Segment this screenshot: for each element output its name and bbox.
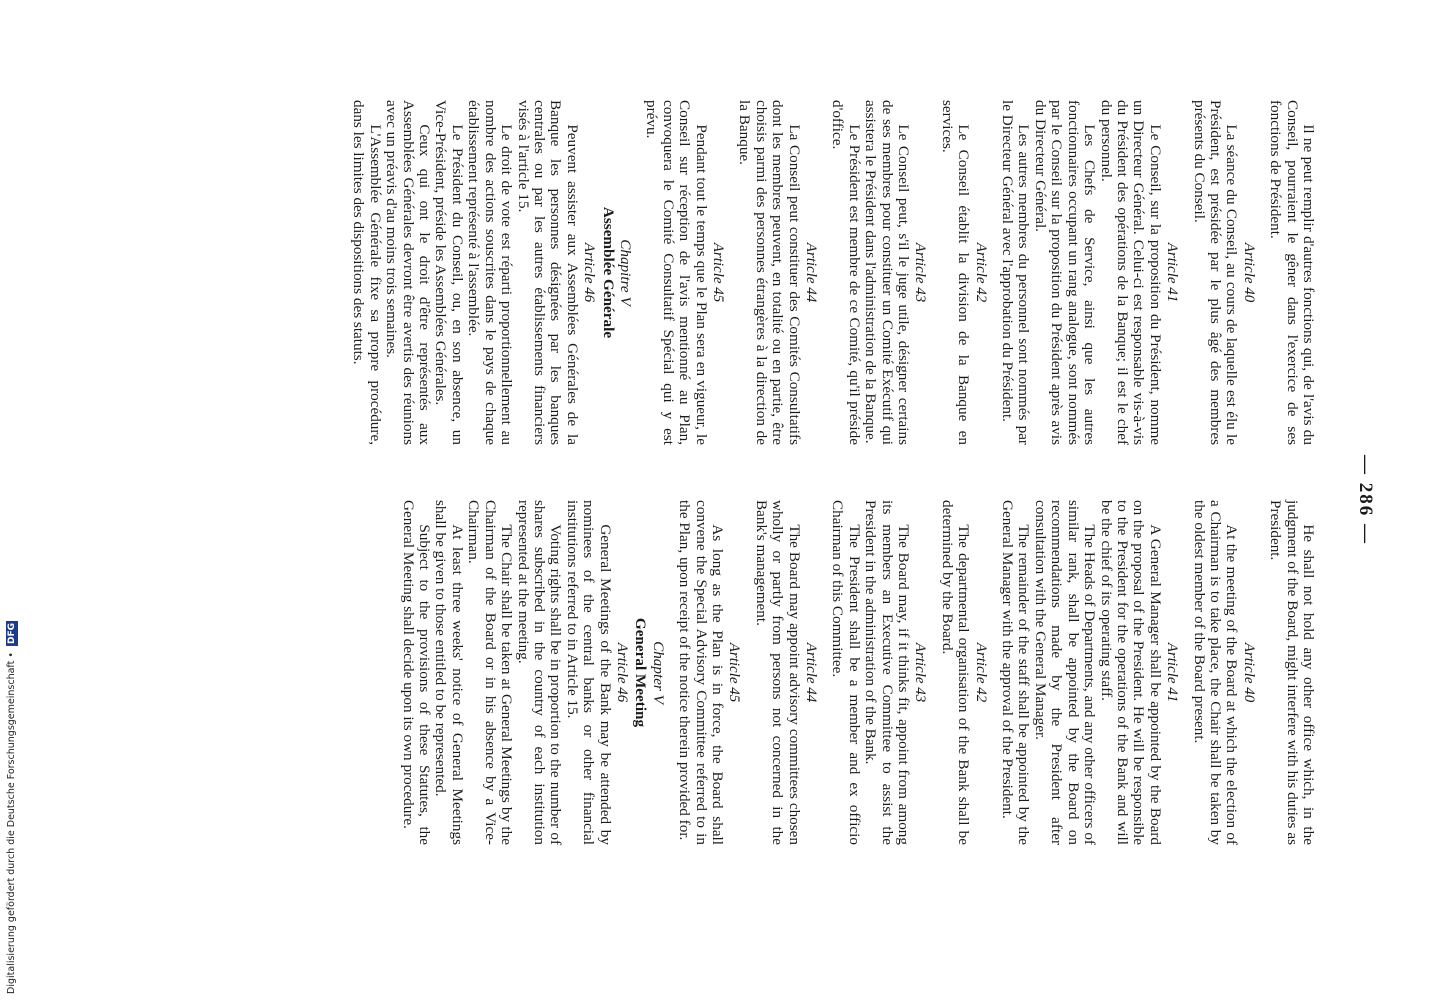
paragraph: At least three weeks' notice of General Meetings shall be given to those entitled to be represented. bbox=[432, 500, 466, 845]
paragraph: The departmental organisation of the Bank shall be determined by the Board. bbox=[938, 500, 973, 845]
article-block bbox=[350, 100, 633, 445]
paragraph: Pendant tout le temps que le Plan sera en vigueur, le Conseil sur réception de l'avis mentionné au Plan, convoquera le Comité Consultatif Spécial qui y est prévu. bbox=[643, 100, 710, 445]
article-heading: Article 45 bbox=[710, 242, 726, 303]
section-heading: General Meeting bbox=[632, 617, 650, 728]
article-block bbox=[999, 500, 1180, 845]
section-heading: Assemblée Générale bbox=[599, 206, 617, 339]
paragraph: A General Manager shall be appointed by the Board on the proposal of the President. He will be responsible to the President for the operations of the Bank and will be the chief of its operating staff. bbox=[1097, 500, 1164, 845]
article-heading: Article 46 bbox=[613, 642, 630, 703]
article-heading: Article 43 bbox=[912, 242, 929, 303]
paragraph: Le droit de vote est réparti proportionnellement au nombre des actions souscrites dans le pays de chaque établissement représenté à l'assemblée. bbox=[465, 100, 516, 445]
paragraph: He shall not hold any other office which, in the judgment of the Board, might interfere with his duties as President. bbox=[1267, 500, 1317, 845]
article-heading: Article 44 bbox=[803, 642, 820, 703]
article-block bbox=[999, 100, 1180, 445]
chapter-heading: Chapitre V bbox=[616, 239, 634, 306]
paragraph: The remainder of the staff shall be appointed by the General Manager with the approval of the President. bbox=[999, 500, 1033, 845]
article-block bbox=[1190, 500, 1257, 845]
paragraph: Subject to the provisions of these Statutes, the General Meeting shall decide upon its own procedure. bbox=[399, 500, 434, 845]
article-heading: Article 40 bbox=[1240, 642, 1257, 703]
article-block bbox=[938, 500, 988, 845]
article-heading: Article 41 bbox=[1164, 242, 1181, 303]
article-heading: Article 41 bbox=[1164, 642, 1181, 703]
paragraph: The President shall be a member and ex officio Chairman of this Committee. bbox=[829, 500, 863, 845]
french-column bbox=[340, 100, 1316, 445]
article-heading: Article 44 bbox=[803, 242, 820, 303]
paragraph: At the meeting of the Board at which the election of a Chairman is to take place, the Chair shall be taken by the oldest member of the Board present. bbox=[1190, 500, 1241, 845]
page-number: — 286 — bbox=[1355, 455, 1376, 545]
article-block bbox=[736, 100, 819, 445]
paragraph: Le Conseil peut, s'il le juge utile, désigner certains de ses membres pour constituer un Comité Exécutif qui assistera le Président dans l'administration de la Banque. bbox=[862, 100, 913, 445]
article-heading: Article 42 bbox=[972, 242, 989, 303]
paragraph: As long as the Plan is in force, the Board shall convene the Special Advisory Committee referred to in the Plan, upon receipt of the notice therein provided for. bbox=[676, 500, 726, 845]
english-column bbox=[389, 500, 1316, 845]
article-heading: Article 45 bbox=[726, 642, 743, 703]
paragraph: L'Assemblée Générale fixe sa propre procédure, dans les limites des dispositions des statuts. bbox=[350, 100, 384, 445]
paragraph: The Heads of Departments, and any other officers of similar rank, shall be appointed by the Board on recommendations made by the President after consultation with the General Manager. bbox=[1031, 500, 1099, 845]
paragraph: Il ne peut remplir d'autres fonctions qui, de l'avis du Conseil, pourraient le gêner dans l'exercice de ses fonctions de Président. bbox=[1267, 100, 1317, 445]
article-block bbox=[829, 500, 928, 845]
article-block bbox=[676, 500, 743, 845]
article-heading: Article 42 bbox=[972, 642, 989, 703]
article-block bbox=[752, 500, 819, 845]
paragraph: Le Président est membre de ce Comité, qu'il préside d'office. bbox=[829, 100, 863, 445]
paragraph: Les Chefs de Service, ainsi que les autres fonctionnaires occupant un rang analogue, sont nommés par le Conseil sur la proposition du Président après avis du Directeur Général. bbox=[1031, 100, 1099, 445]
paragraph: General Meetings of the Bank may be attended by nominees of the central banks or other financial institutions referred to in Article 15. bbox=[563, 500, 614, 845]
article-block bbox=[1267, 100, 1316, 445]
paragraph: Les autres membres du personnel sont nommés par le Directeur Général avec l'approbation du Président. bbox=[999, 100, 1033, 445]
article-heading: Article 43 bbox=[912, 642, 929, 703]
article-block bbox=[399, 500, 666, 845]
dfg-logo: DFG bbox=[7, 623, 17, 645]
article-block bbox=[938, 100, 988, 445]
paragraph: Peuvent assister aux Assemblées Générales de la Banque les personnes désignées par les banques centrales ou par les autres établissements financiers visés à l'article 15. bbox=[514, 100, 581, 445]
chapter-heading: Chapter V bbox=[649, 641, 667, 704]
footer-text: Digitalisierung gefördert durch die Deutsche Forschungsgemeinschaft • bbox=[6, 652, 17, 994]
paragraph: Voting rights shall be in proportion to the number of shares subscribed in the country of each institution represented at the meeting. bbox=[514, 500, 565, 845]
paragraph: The Board may, if it thinks fit, appoint from among its members an Executive Committee to assist the President in the administration of the Bank. bbox=[862, 500, 913, 845]
digitization-footer bbox=[6, 621, 18, 994]
paragraph: La séance du Conseil, au cours de laquelle est élu le Président, est présidée par le plus âgé des membres présents du Conseil. bbox=[1190, 100, 1241, 445]
article-block bbox=[829, 100, 928, 445]
article-block bbox=[1190, 100, 1257, 445]
paragraph: Le Conseil, sur la proposition du Président, nomme un Directeur Général. Celui-ci est responsable vis-à-vis du Président des opérations de la Banque; il est le chef du personnel. bbox=[1097, 100, 1164, 445]
article-heading: Article 46 bbox=[581, 242, 598, 303]
article-block bbox=[643, 100, 726, 445]
paragraph: The Chair shall be taken at General Meetings by the Chairman of the Board or in his absence by a Vice-Chairman. bbox=[465, 500, 516, 845]
article-heading: Article 40 bbox=[1240, 242, 1257, 303]
paragraph: Ceux qui ont le droit d'être représentés aux Assemblées Générales devront être avertis des réunions avec un préavis d'au moins trois semaines. bbox=[383, 100, 434, 445]
paragraph: Le Président du Conseil, ou, en son absence, un Vice-Président, préside les Assemblées Générales. bbox=[432, 100, 466, 445]
paragraph: Le Conseil établit la division de la Banque en services. bbox=[938, 100, 973, 445]
paragraph: La Conseil peut constituer des Comités Consultatifs dont les membres peuvent, en totalité ou en partie, être choisis parmi des personnes étrangères à la direction de la Banque. bbox=[736, 100, 803, 445]
paragraph: The Board may appoint advisory committees chosen wholly or partly from persons not concerned in the Bank's management. bbox=[752, 500, 803, 845]
article-block bbox=[1267, 500, 1316, 845]
